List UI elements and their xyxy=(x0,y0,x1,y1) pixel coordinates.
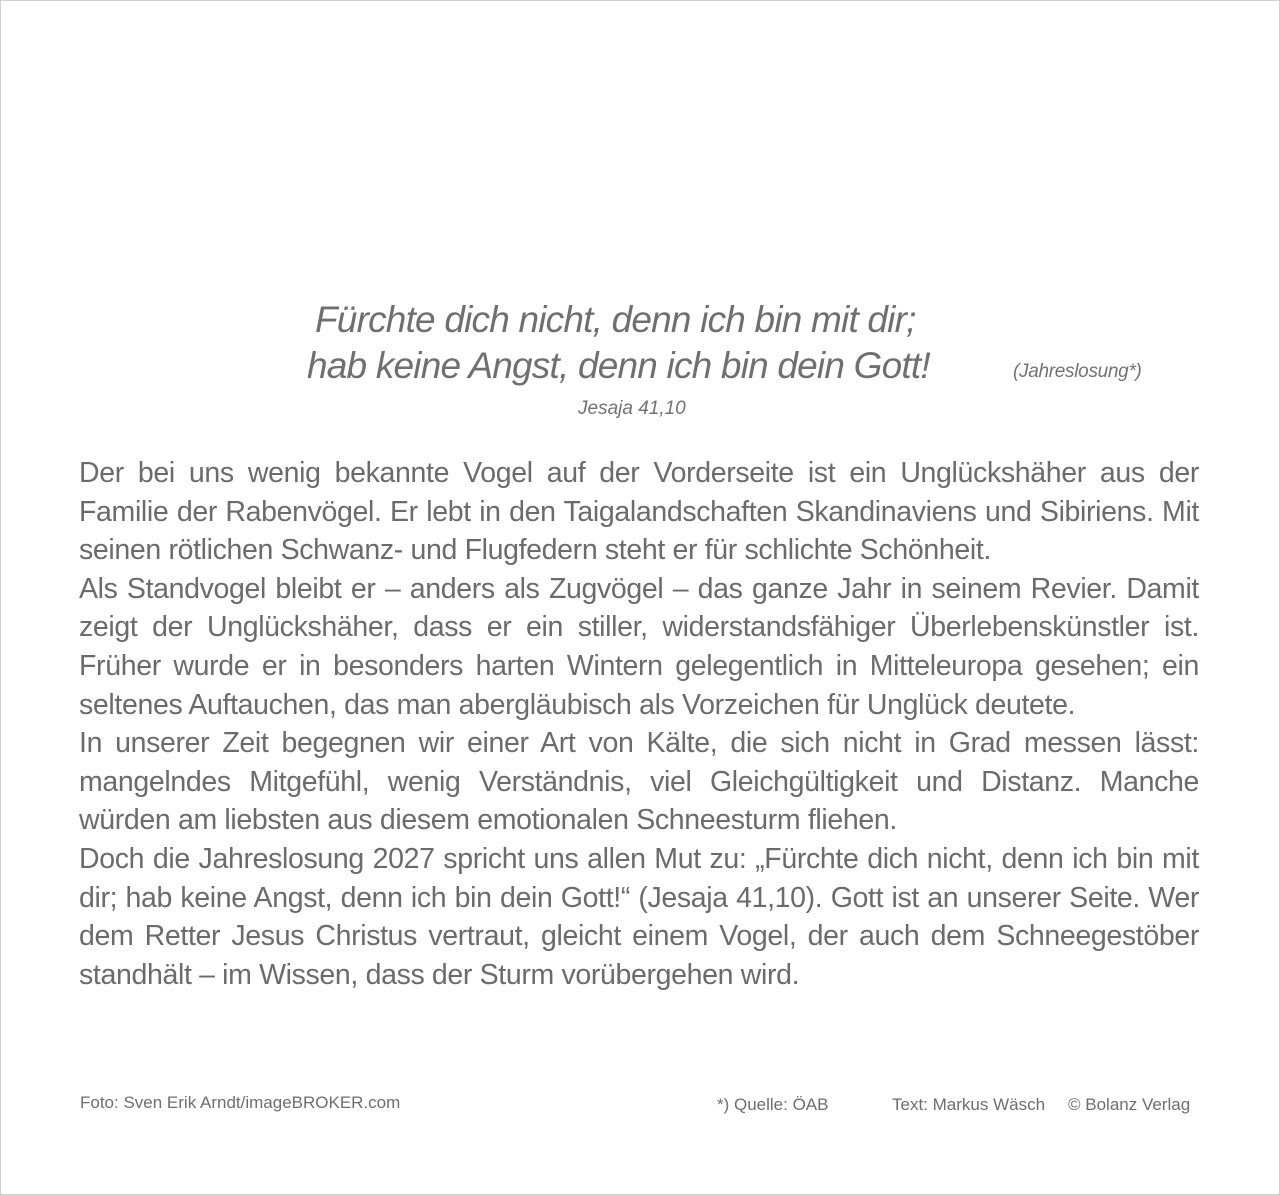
body-paragraph-2: Als Standvogel bleibt er – anders als Zugvögel – das ganze Jahr in seinem Revier. Damit zeigt der Unglückshäher, dass er ein stiller, widerstandsfähiger Überlebenskünstler ist. Früher wurde er in besonders harten Wintern gelegentlich in Mitteleuropa gesehen; ein seltenes Auftauchen, das man abergläubisch als Vorzeichen für Unglück deutete. xyxy=(79,572,1199,721)
copyright: © Bolanz Verlag xyxy=(1068,1095,1191,1114)
body-paragraph-4: Doch die Jahreslosung 2027 spricht uns allen Mut zu: „Fürchte dich nicht, denn ich bin mit dir; hab keine Angst, denn ich bin dein Gott!“ (Jesaja 41,10). Gott ist an unserer Seite. Wer dem Retter Jesus Christus vertraut, gleicht einem Vogel, der auch dem Schneegestöber standhält – im Wissen, dass der Sturm vorübergehen wird. xyxy=(79,842,1199,991)
body-text xyxy=(79,454,1199,994)
body-paragraph-1: Der bei uns wenig bekannte Vogel auf der Vorderseite ist ein Unglückshäher aus der Familie der Rabenvögel. Er lebt in den Taigalandschaften Skandinaviens und Sibiriens. Mit seinen rötlichen Schwanz- und Flugfedern steht er für schlichte Schönheit. xyxy=(79,457,1199,567)
verse-line-1: Fürchte dich nicht, denn ich bin mit dir; xyxy=(315,299,916,340)
verse-line-2: hab keine Angst, denn ich bin dein Gott! xyxy=(307,345,930,386)
body-paragraph-3: In unserer Zeit begegnen wir einer Art von Kälte, die sich nicht in Grad messen lässt: mangelndes Mitgefühl, wenig Verständnis, viel Gleichgültigkeit und Distanz. Manche würden am liebsten aus diesem emotionalen Schneesturm fliehen. xyxy=(79,727,1199,837)
verse-reference: Jesaja 41,10 xyxy=(578,398,686,419)
photo-credit: Foto: Sven Erik Arndt/imageBROKER.com xyxy=(80,1093,401,1112)
verse-source-note: (Jahreslosung*) xyxy=(1013,361,1142,382)
source-footnote: *) Quelle: ÖAB xyxy=(717,1095,829,1114)
text-credit: Text: Markus Wäsch xyxy=(892,1095,1046,1114)
